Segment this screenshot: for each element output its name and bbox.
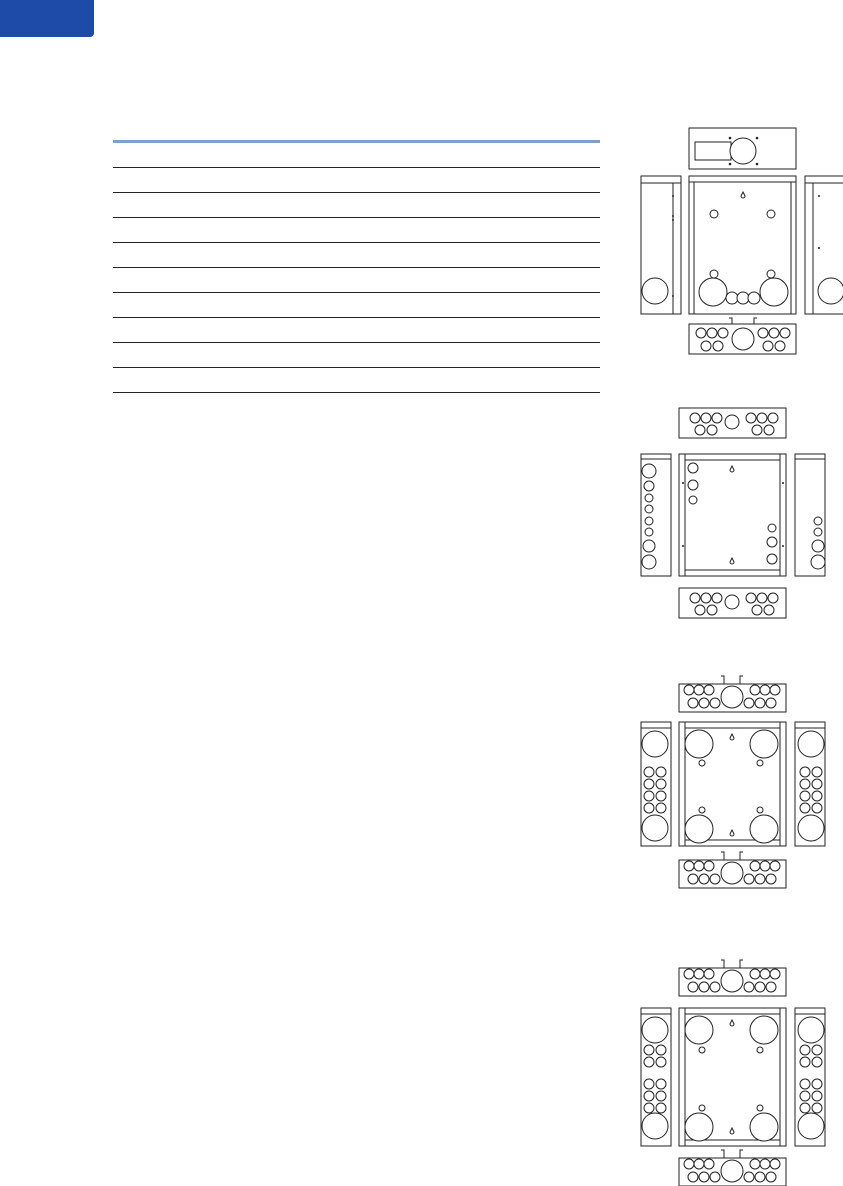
enclosure-drawing-1 xyxy=(633,128,833,358)
table-row xyxy=(113,243,600,268)
table-row xyxy=(113,343,600,368)
enclosure-drawing-4 xyxy=(633,960,833,1186)
table-row xyxy=(113,168,600,193)
spec-table xyxy=(113,140,600,393)
table-row xyxy=(113,218,600,243)
enclosure-drawing-3 xyxy=(633,676,833,890)
corner-tab xyxy=(0,0,94,37)
table-row xyxy=(113,293,600,318)
enclosure-drawing-2 xyxy=(633,408,833,622)
table-row xyxy=(113,193,600,218)
table-row xyxy=(113,368,600,393)
table-row xyxy=(113,318,600,343)
table-row xyxy=(113,268,600,293)
table-row xyxy=(113,143,600,168)
